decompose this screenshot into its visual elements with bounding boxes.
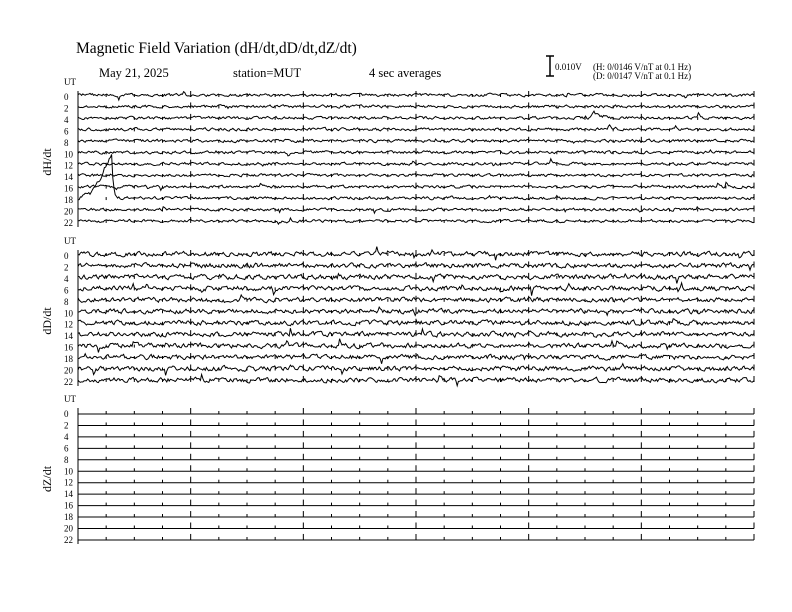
row-label: 12 [64,477,73,488]
ut-label: UT [64,236,76,246]
scale-note-d: (D: 0/0147 V/nT at 0.1 Hz) [593,71,692,81]
axis-label: dH/dt [40,148,54,176]
row-label: 8 [64,137,69,148]
row-label: 0 [64,409,69,419]
row-label: 14 [64,489,73,500]
panel-dZ-dt [40,394,754,545]
row-label: 10 [64,149,73,160]
row-label: 6 [64,443,69,454]
row-label: 8 [64,296,69,307]
row-label: 0 [64,92,69,102]
scale-note-h: (H: 0/0146 V/nT at 0.1 Hz) [593,62,692,72]
row-label: 22 [64,217,73,228]
row-label: 10 [64,308,73,319]
row-label: 22 [64,376,73,387]
row-label: 2 [64,103,69,114]
row-label: 16 [64,342,73,353]
scale-value-label: 0.010V [555,62,582,72]
row-label: 18 [64,354,73,365]
row-label: 2 [64,262,69,273]
row-label: 4 [64,273,69,284]
row-label: 20 [64,206,73,217]
row-label: 18 [64,512,73,523]
row-label: 4 [64,431,69,442]
row-label: 6 [64,285,69,296]
scale-bar [546,56,691,81]
axis-label: dZ/dt [40,465,54,492]
panel-dD-dt [40,236,754,387]
panels [40,77,754,545]
axis-label: dD/dt [40,307,54,335]
date-label: May 21, 2025 [99,66,169,80]
row-label: 22 [64,534,73,545]
row-label: 12 [64,319,73,330]
row-label: 12 [64,160,73,171]
row-label: 14 [64,331,73,342]
ut-label: UT [64,394,76,404]
chart-header [76,40,441,80]
row-label: 20 [64,365,73,376]
station-label: station=MUT [233,66,302,80]
ut-label: UT [64,77,76,87]
row-label: 16 [64,500,73,511]
row-label: 8 [64,454,69,465]
panel-dH-dt [40,77,754,228]
trace-line [78,339,754,353]
row-label: 14 [64,172,73,183]
row-label: 10 [64,466,73,477]
chart-title: Magnetic Field Variation (dH/dt,dD/dt,dZ/dt) [76,40,357,57]
row-label: 2 [64,420,69,431]
averaging-label: 4 sec averages [369,66,442,80]
row-label: 18 [64,195,73,206]
row-label: 16 [64,183,73,194]
row-label: 0 [64,251,69,261]
row-label: 4 [64,114,69,125]
row-label: 6 [64,126,69,137]
row-label: 20 [64,523,73,534]
